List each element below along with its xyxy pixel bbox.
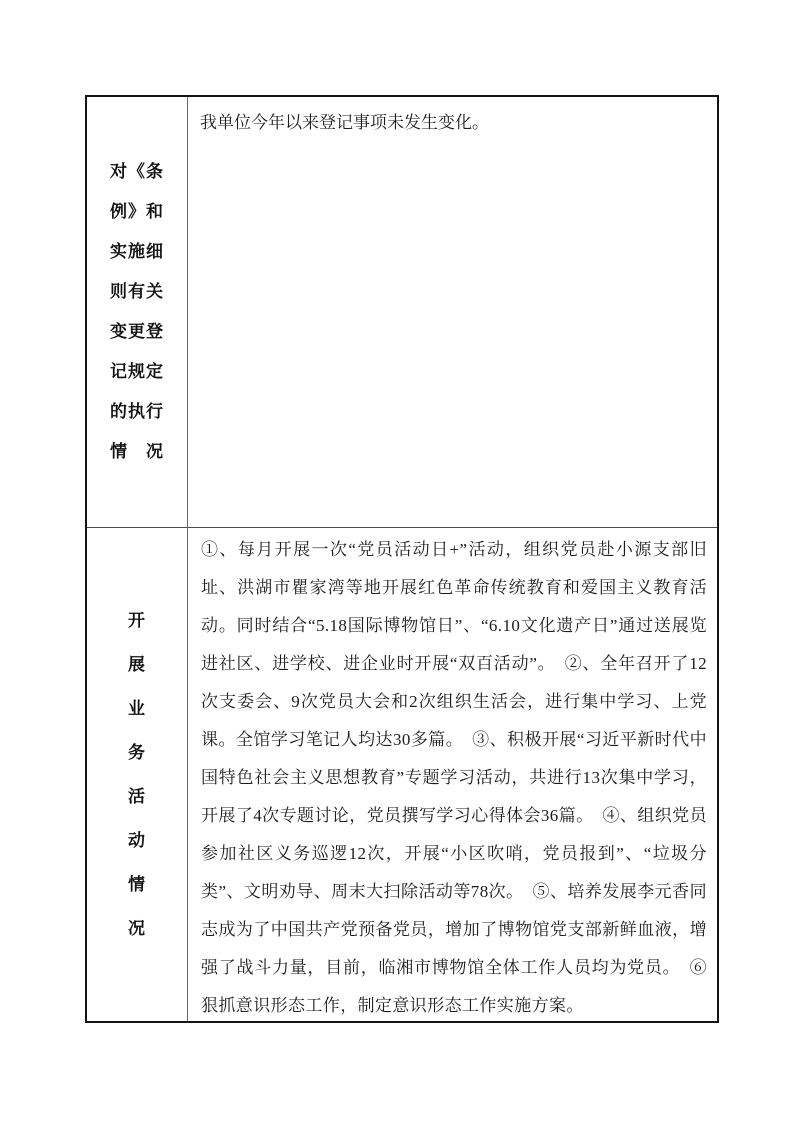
label-line: 变更登	[110, 322, 164, 341]
label-char: 活	[128, 786, 146, 806]
regulation-compliance-text: 我单位今年以来登记事项未发生变化。	[200, 113, 489, 132]
business-activities-text: ①、每月开展一次“党员活动日+”活动，组织党员赴小源支部旧址、洪湖市瞿家湾等地开展红色革命传统教育和爱国主义教育活动。同时结合“5.18国际博物馆日”、“6.10文化遗产日”通过送展览进社区、进学校、进企业时开展“双百活动”。 ②、全年召开了12次支委会、9次党员大会和2次组织生活会，进行集中学习、上党课。全馆学习笔记人均达30多篇。 ③、积极开展“习近平新时代中国特色社会主义思想教育”专题学习活动，共进行13次集中学习，开展了4次专题讨论，党员撰写学习心得体会36篇。 ④、组织党员参加社区义务巡逻12次，开展“小区吹哨，党员报到”、“垃圾分类”、文明劝导、周末大扫除活动等78次。 ⑤、培养发展李元香同志成为了中国共产党预备党员，增加了博物馆党支部新鲜血液，增强了战斗力量，目前，临湘市博物馆全体工作人员均为党员。 ⑥狠抓意识形态工作，制定意识形态工作实施方案。	[201, 540, 707, 1015]
label-char: 务	[128, 742, 146, 762]
label-line: 情 况	[110, 442, 164, 461]
label-char: 展	[128, 654, 146, 674]
label-char: 况	[128, 918, 146, 938]
label-char: 动	[128, 830, 146, 850]
label-line: 记规定	[110, 362, 164, 381]
row-label-regulation-compliance	[87, 97, 188, 528]
label-line: 实施细	[110, 242, 164, 261]
label-char: 开	[128, 610, 146, 630]
label-char: 业	[128, 698, 146, 718]
label-line: 例》和	[110, 202, 164, 221]
cell-regulation-compliance-content	[188, 97, 717, 528]
cell-business-activities-content	[188, 528, 717, 1021]
row-label-business-activities	[87, 528, 188, 1021]
label-line: 则有关	[110, 282, 164, 301]
registration-report-table	[85, 95, 719, 1023]
label-line: 的执行	[110, 402, 164, 421]
label-line: 对《条	[110, 162, 164, 181]
label-char: 情	[128, 874, 146, 894]
